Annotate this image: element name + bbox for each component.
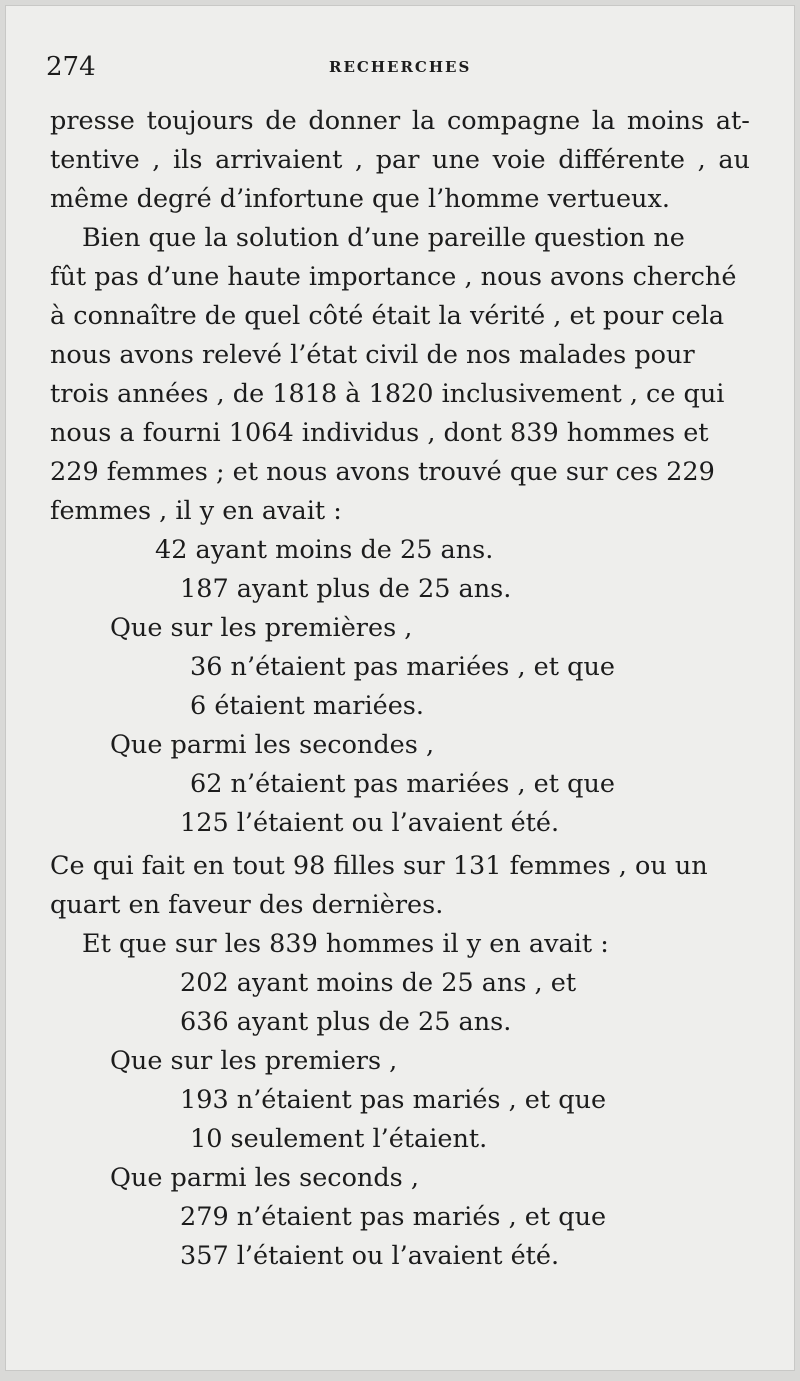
text-line: Bien que la solution d’une pareille question ne	[82, 223, 685, 253]
text-line: tentive , ils arrivaient , par une voie différente , au	[50, 145, 750, 175]
text-line: quart en faveur des dernières.	[50, 890, 444, 920]
text-line: même degré d’infortune que l’homme vertueux.	[50, 184, 670, 214]
statistic-line: 62 n’étaient pas mariées , et que	[190, 769, 615, 799]
text-line: 229 femmes ; et nous avons trouvé que sur ces 229	[50, 457, 715, 487]
statistic-line: 279 n’étaient pas mariés , et que	[180, 1202, 607, 1232]
text-line: à connaître de quel côté était la vérité , et pour cela	[50, 301, 725, 331]
text-line: Que parmi les seconds ,	[110, 1163, 419, 1193]
statistic-line: 193 n’étaient pas mariés , et que	[180, 1085, 607, 1115]
page-body	[50, 102, 750, 1276]
book-page	[5, 5, 795, 1371]
statistic-line: 202 ayant moins de 25 ans , et	[180, 968, 577, 998]
text-line: presse toujours de donner la compagne la moins at-	[50, 106, 750, 136]
statistic-line: 10 seulement l’étaient.	[190, 1124, 488, 1154]
text-line: trois années , de 1818 à 1820 inclusivement , ce qui	[50, 379, 725, 409]
text-line: Ce qui fait en tout 98 filles sur 131 femmes , ou un	[50, 851, 708, 881]
running-title: RECHERCHES	[329, 58, 472, 76]
text-line: femmes , il y en avait :	[50, 496, 342, 526]
text-line: Que parmi les secondes ,	[110, 730, 435, 760]
text-line: fût pas d’une haute importance , nous avons cherché	[50, 262, 737, 292]
statistic-line: 187 ayant plus de 25 ans.	[180, 574, 512, 604]
page-number: 274	[46, 52, 96, 82]
statistic-line: 125 l’étaient ou l’avaient été.	[180, 808, 560, 838]
text-line: Que sur les premières ,	[110, 613, 413, 643]
statistic-line: 42 ayant moins de 25 ans.	[155, 535, 494, 565]
statistic-line: 36 n’étaient pas mariées , et que	[190, 652, 615, 682]
text-line: nous a fourni 1064 individus , dont 839 hommes et	[50, 418, 709, 448]
statistic-line: 636 ayant plus de 25 ans.	[180, 1007, 512, 1037]
statistic-line: 6 étaient mariées.	[190, 691, 424, 721]
text-line: Que sur les premiers ,	[110, 1046, 398, 1076]
text-line: nous avons relevé l’état civil de nos malades pour	[50, 340, 695, 370]
statistic-line: 357 l’étaient ou l’avaient été.	[180, 1241, 560, 1271]
text-line: Et que sur les 839 hommes il y en avait :	[82, 929, 609, 959]
